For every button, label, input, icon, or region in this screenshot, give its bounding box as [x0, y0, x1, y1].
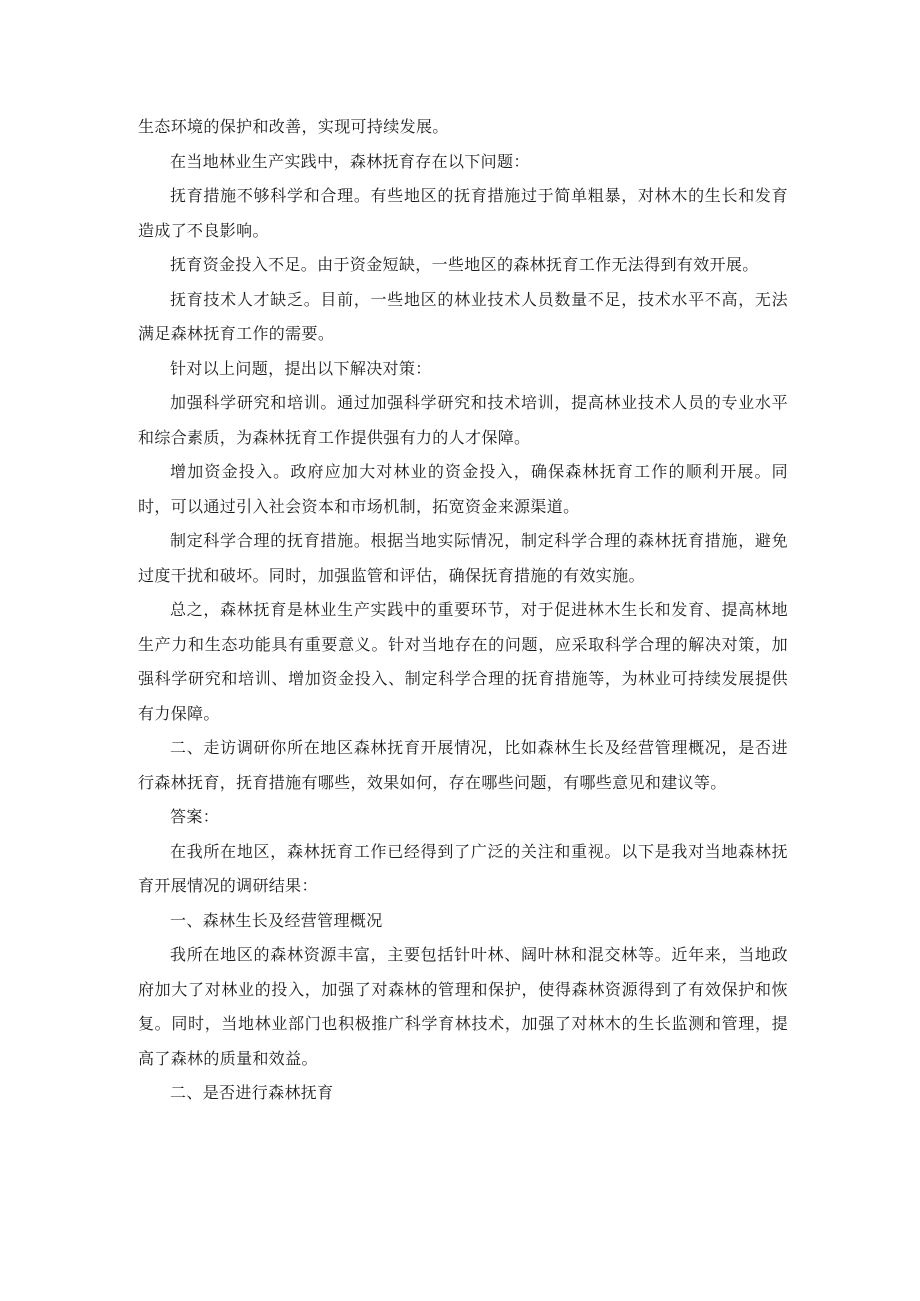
paragraph-solution-research: 加强科学研究和培训。通过加强科学研究和技术培训，提高林业技术人员的专业水平和综合素质，为森林抚育工作提供强有力的人才保障。 [138, 393, 788, 447]
paragraph-solution-measures: 制定科学合理的抚育措施。根据当地实际情况，制定科学合理的森林抚育措施，避免过度干扰和破坏。同时，加强监管和评估，确保抚育措施的有效实施。 [138, 531, 788, 585]
paragraph-solution-funding: 增加资金投入。政府应加大对林业的资金投入，确保森林抚育工作的顺利开展。同时，可以通过引入社会资本和市场机制，拓宽资金来源渠道。 [138, 462, 788, 516]
paragraph-problems-intro: 在当地林业生产实践中，森林抚育存在以下问题： [170, 151, 530, 171]
paragraph-problem-funding: 抚育资金投入不足。由于资金短缺，一些地区的森林抚育工作无法得到有效开展。 [170, 255, 759, 274]
paragraph-answer-label: 答案： [170, 807, 220, 826]
paragraph-continuation: 生态环境的保护和改善，实现可持续发展。 [138, 117, 449, 136]
paragraph-solutions-intro: 针对以上问题，提出以下解决对策： [170, 358, 432, 378]
document-body [138, 110, 788, 1111]
paragraph-question-two: 二、走访调研你所在地区森林抚育开展情况，比如森林生长及经营管理概况，是否进行森林抚育，抚育措施有哪些，效果如何，存在哪些问题，有哪些意见和建议等。 [138, 738, 788, 792]
paragraph-overview: 我所在地区的森林资源丰富，主要包括针叶林、阔叶林和混交林等。近年来，当地政府加大了对林业的投入，加强了对森林的管理和保护，使得森林资源得到了有效保护和恢复。同时，当地林业部门也积极推广科学育林技术，加强了对林木的生长监测和管理，提高了森林的质量和效益。 [138, 945, 788, 1068]
paragraph-problem-measures: 抚育措施不够科学和合理。有些地区的抚育措施过于简单粗暴，对林木的生长和发育造成了不良影响。 [138, 186, 788, 240]
paragraph-problem-talent: 抚育技术人才缺乏。目前，一些地区的林业技术人员数量不足，技术水平不高，无法满足森林抚育工作的需要。 [138, 289, 788, 343]
paragraph-summary: 总之，森林抚育是林业生产实践中的重要环节，对于促进林木生长和发育、提高林地生产力和生态功能具有重要意义。针对当地存在的问题，应采取科学合理的解决对策，加强科学研究和培训、增加资金投入、制定科学合理的抚育措施等，为林业可持续发展提供有力保障。 [138, 600, 788, 723]
paragraph-answer-intro: 在我所在地区，森林抚育工作已经得到了广泛的关注和重视。以下是我对当地森林抚育开展情况的调研结果： [138, 841, 788, 895]
section-heading-overview: 一、森林生长及经营管理概况 [170, 910, 383, 930]
section-heading-tending: 二、是否进行森林抚育 [170, 1083, 334, 1102]
